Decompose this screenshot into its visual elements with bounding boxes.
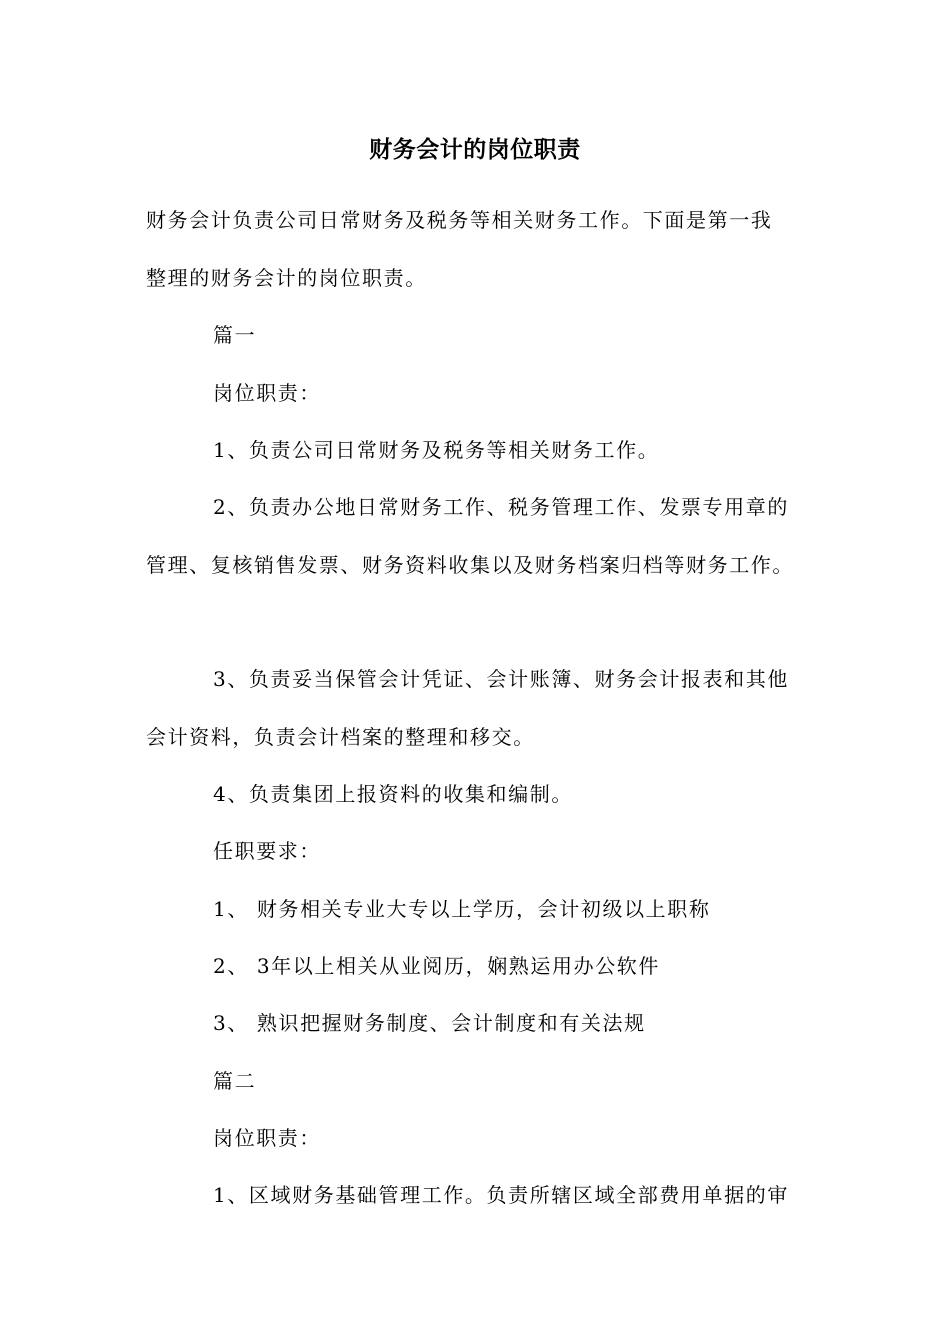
section-heading: 篇一 [213,323,257,347]
list-item-continuation: 会计资料，负责会计档案的整理和移交。 [146,725,535,749]
list-item: 1、负责公司日常财务及税务等相关财务工作。 [213,438,660,462]
paragraph-line: 财务会计负责公司日常财务及税务等相关财务工作。下面是第一我 [146,208,773,232]
subsection-heading: 岗位职责： [213,1126,321,1150]
list-item: 4、负责集团上报资料的收集和编制。 [213,782,573,806]
document-title: 财务会计的岗位职责 [369,137,581,163]
list-item-continuation: 管理、复核销售发票、财务资料收集以及财务档案归档等财务工作。 [146,553,794,577]
section-heading: 篇二 [213,1069,257,1093]
list-item: 1、区域财务基础管理工作。负责所辖区域全部费用单据的审 [213,1183,789,1207]
list-item: 3、负责妥当保管会计凭证、会计账簿、财务会计报表和其他 [213,667,789,691]
list-item: 1、 财务相关专业大专以上学历，会计初级以上职称 [213,897,711,921]
list-item: 2、 3年以上相关从业阅历，娴熟运用办公软件 [213,954,661,978]
subsection-heading: 任职要求： [213,839,321,863]
list-item: 2、负责办公地日常财务工作、税务管理工作、发票专用章的 [213,495,789,519]
subsection-heading: 岗位职责： [213,381,321,405]
list-item: 3、 熟识把握财务制度、会计制度和有关法规 [213,1011,646,1035]
paragraph-line: 整理的财务会计的岗位职责。 [146,266,427,290]
